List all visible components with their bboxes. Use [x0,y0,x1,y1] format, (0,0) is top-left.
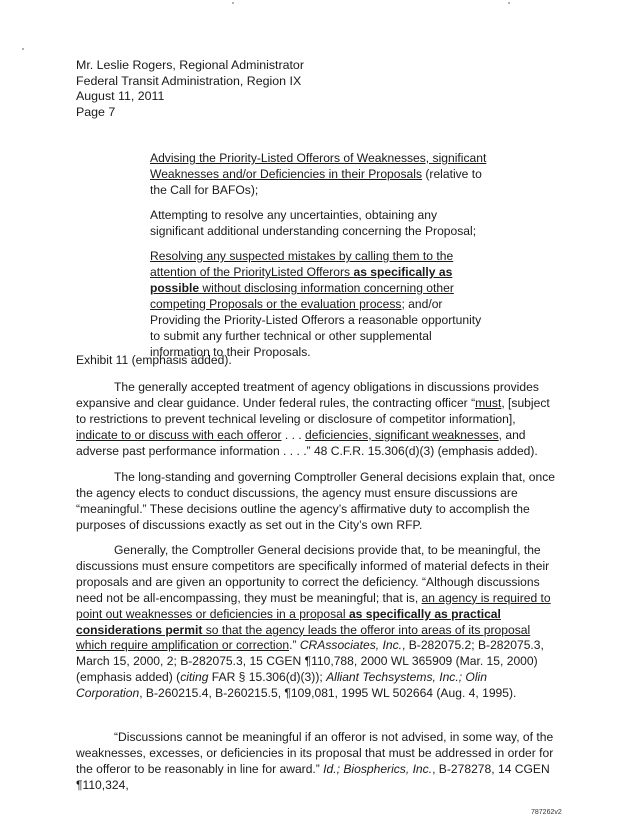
text-run: , [subject to restrictions to prevent technical leveling or disclosure of competitor information], [76,395,550,426]
text-run: FAR § 15.306(d)(3)); [208,670,327,685]
underlined-text: indicate to or discuss with each offeror [76,427,282,442]
quote-item-advising-rest: (relative to the Call for BAFOs); [150,167,482,197]
recipient-name: Mr. Leslie Rogers, Regional Administrator [76,58,304,72]
page-number: Page 7 [76,105,116,120]
letter-date: August 11, 2011 [76,89,165,104]
quote-item-resolving-underlined-2: without disclosing information concerning other competing Proposals or the evaluation process [150,281,454,311]
scan-speck [508,2,510,4]
text-run: , B-260215.4, B-260215.5, ¶109,081, 1995 WL 502664 (Aug. 4, 1995). [139,686,517,701]
italic-text: citing [180,670,209,685]
bold-underlined-text: as specifically as practical considerations permit [76,606,501,637]
letter-header [76,58,304,121]
scan-speck [22,48,24,50]
document-code: 787262v2 [531,809,562,816]
quote-item-advising [150,150,490,198]
text-run: “Discussions cannot be meaningful if an offeror is not advised, in some way, of the weaknesses, excesses, or deficiencies in its proposal that must be addressed in order for the offeror to be reasonably in line for award.” [76,730,554,776]
quote-item-resolving-rest: ; and/or Providing the Priority-Listed Offerors a reasonable opportunity to submit any further technical or other supplemental information to their Proposals. [150,297,482,359]
underlined-text: deficiencies, significant weaknesses [305,427,499,442]
quote-item-resolving-underlined-1: Resolving any suspected mistakes by calling them to the attention of the PriorityListed Offerors [150,249,454,279]
paragraph-comptroller-meaningful: The long-standing and governing Comptroller General decisions explain that, once the agency elects to conduct discussions, the agency must ensure discussions are “meaningful.” These decisions outline the agency’s affirmative duty to accomplish the purposes of discussions exactly as set out in the City’s own RFP. [76,470,556,532]
text-run: The generally accepted treatment of agency obligations in discussions provides expansive and clear guidance. Under federal rules, the contracting officer “ [76,380,539,410]
quote-item-resolving-bold: as specifically as possible [150,265,453,295]
exhibit-note: Exhibit 11 (emphasis added). [76,353,232,367]
underlined-text: an agency is required to point out weaknesses or deficiencies in a proposal [76,590,551,621]
quote-item-resolving [150,248,490,360]
text-run: .” [289,638,300,653]
case-citation: Id.; Biospherics, Inc. [323,761,433,776]
text-run: , and adverse past performance information . . . .” 48 C.F.R. 15.306(d)(3) (emphasis added). [76,427,538,458]
text-run: , B-278278, 14 CGEN ¶110,324, [76,761,550,792]
text-run: , B-282075.2; B-282075.3, March 15, 2000, 2; B-282075.3, 15 CGEN ¶110,788, 2000 WL 365909 (Mar. 15, 2000) (emphasis added) ( [76,638,544,685]
text-run: . . . [281,427,306,442]
scan-speck [232,2,234,4]
case-citation: CRAssociates, Inc. [299,638,402,653]
paragraph-agency-obligations [76,380,556,460]
paragraph-discussions-meaningful [76,730,556,794]
text-run: Generally, the Comptroller General decisions provide that, to be meaningful, the discussions must ensure competitors are specifically informed of material defects in their proposals and are given an opportunity to correct the deficiency. “Although discussions need not be all-encompassing, they must be meaningful; that is, [76,543,550,605]
quote-item-attempting: Attempting to resolve any uncertainties, obtaining any significant additional understanding concerning the Proposal; [150,208,477,238]
paragraph-comptroller-decisions [76,543,556,702]
quote-item-advising-underlined: Advising the Priority-Listed Offerors of Weaknesses, significant Weaknesses and/or Deficiencies in their Proposals [150,151,487,181]
underlined-text: must [475,395,502,410]
recipient-organization: Federal Transit Administration, Region IX [76,73,302,88]
underlined-text: so that the agency leads the offeror into areas of its proposal which require amplification or correction [76,622,531,653]
case-citation: Alliant Techsystems, Inc.; Olin Corporation [76,670,487,701]
